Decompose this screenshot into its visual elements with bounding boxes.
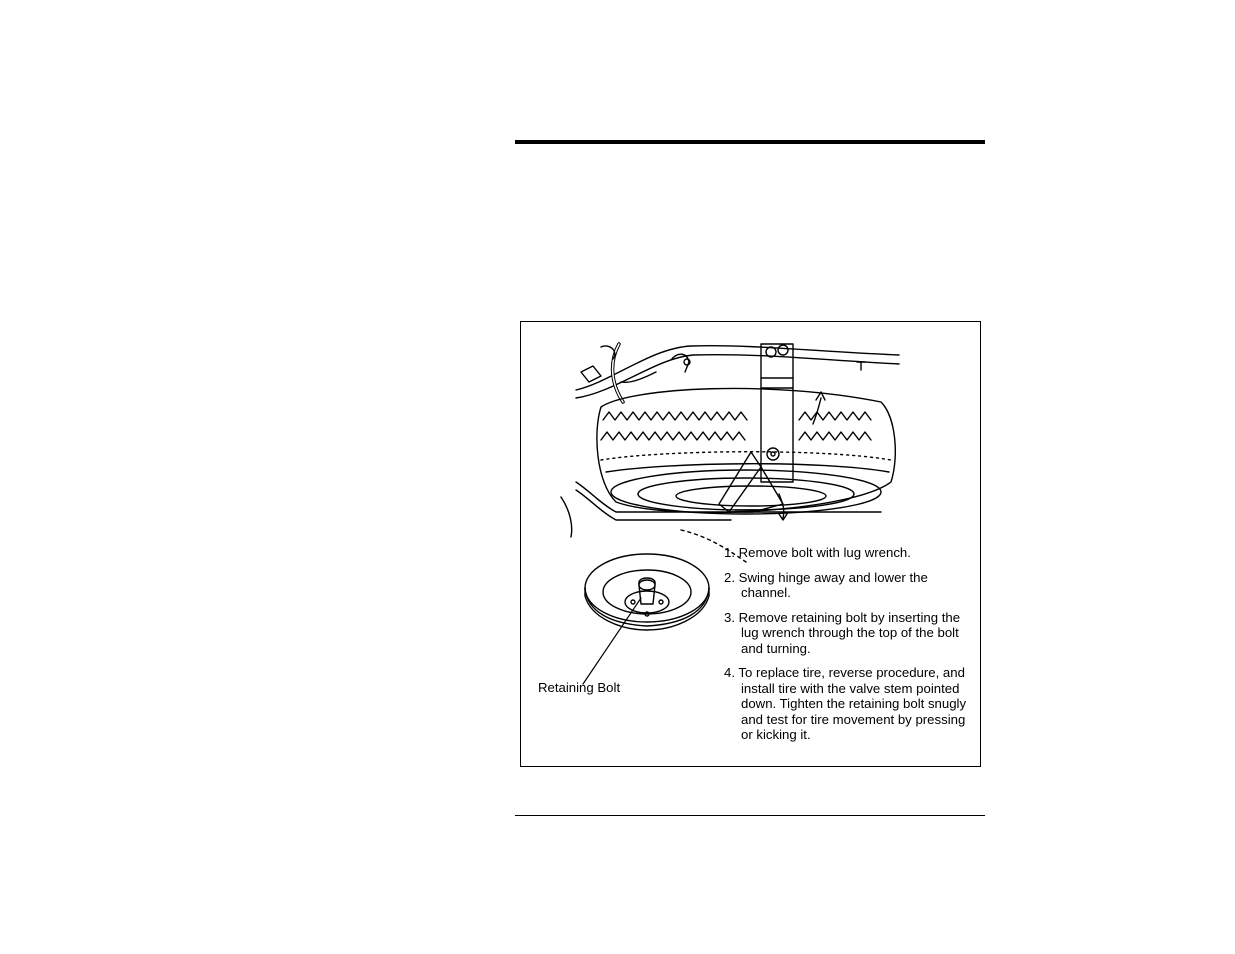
retaining-bolt-label: Retaining Bolt [538,680,621,695]
step-item: 1. Remove bolt with lug wrench. [724,545,911,560]
spare-tire-figure [520,321,981,767]
step-item: 4. To replace tire, reverse procedure, and install tire with the valve stem pointed down. Tighten the retaining bolt snugly and test for tire movement by pressing or kicking it. [724,665,967,742]
step-item: 2. Swing hinge away and lower the channel. [724,569,928,600]
bottom-rule [515,815,985,816]
top-rule [515,140,985,144]
step-item: 3. Remove retaining bolt by inserting the lug wrench through the top of the bolt and turning. [724,609,961,656]
procedure-steps [724,545,974,752]
